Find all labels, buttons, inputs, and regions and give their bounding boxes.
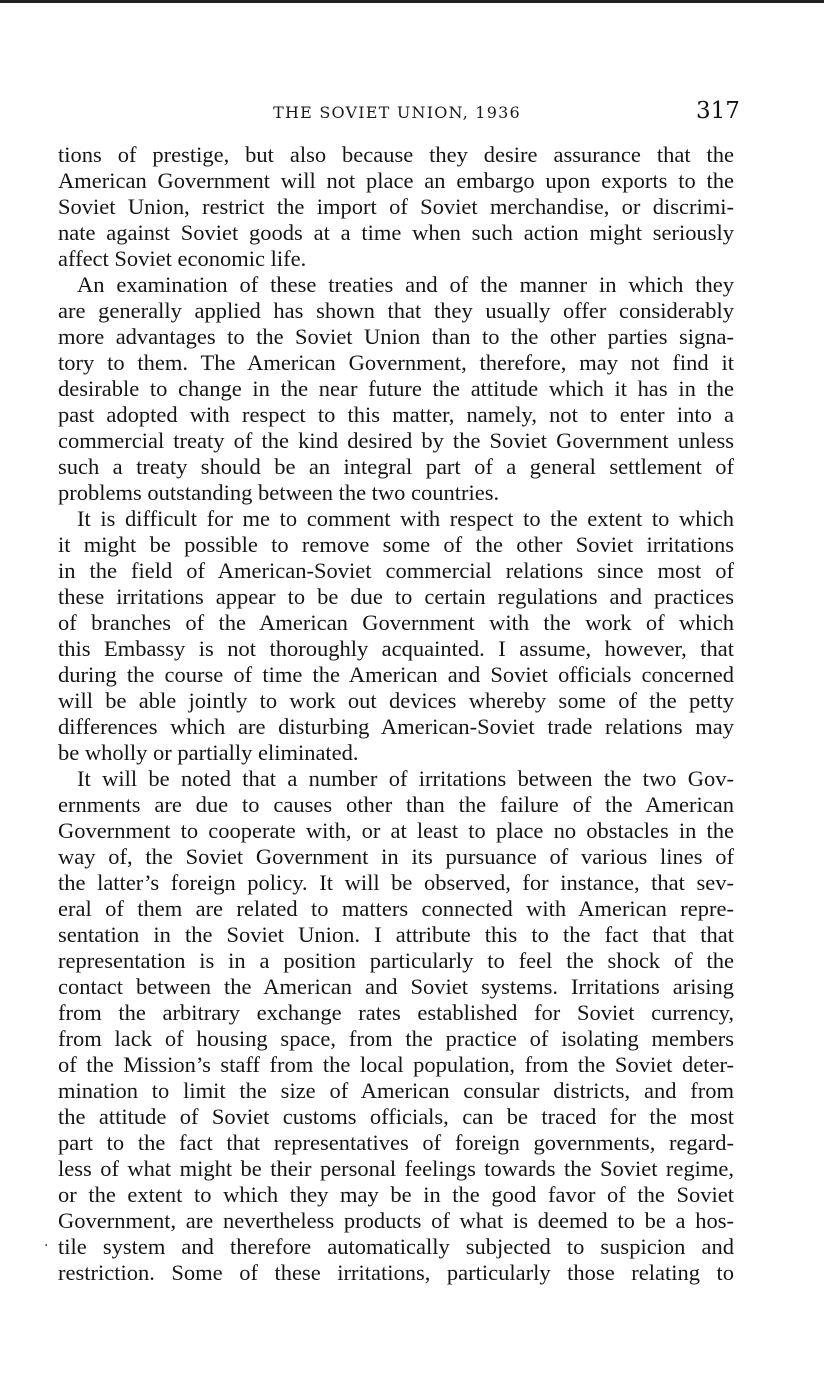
text-line: of branches of the American Government with the work of which bbox=[58, 610, 734, 635]
text-line: nate against Soviet goods at a time when such action might seriously bbox=[58, 220, 734, 245]
text-line: mination to limit the size of American consular districts, and from bbox=[58, 1078, 734, 1103]
text-line: Government, are nevertheless products of what is deemed to be a hos- bbox=[58, 1208, 734, 1233]
paragraph-4 bbox=[58, 766, 734, 1286]
text-line: this Embassy is not thoroughly acquainted. I assume, however, that bbox=[58, 636, 734, 661]
text-line: It is difficult for me to comment with respect to the extent to which bbox=[77, 506, 734, 531]
text-line: less of what might be their personal feelings towards the Soviet regime, bbox=[58, 1156, 734, 1181]
text-line: of the Mission’s staff from the local population, from the Soviet deter- bbox=[58, 1052, 734, 1077]
text-line: American Government will not place an embargo upon exports to the bbox=[58, 168, 734, 193]
top-border-rule bbox=[0, 0, 824, 3]
text-line: contact between the American and Soviet systems. Irritations arising bbox=[58, 974, 734, 999]
text-line: from lack of housing space, from the practice of isolating members bbox=[58, 1026, 734, 1051]
margin-dot: · bbox=[44, 1238, 49, 1254]
text-line: ernments are due to causes other than the failure of the American bbox=[58, 792, 734, 817]
text-line: are generally applied has shown that they usually offer considerably bbox=[58, 298, 734, 323]
text-line: tile system and therefore automatically subjected to suspicion and bbox=[58, 1234, 734, 1259]
text-line: tions of prestige, but also because they desire assurance that the bbox=[58, 142, 734, 167]
paragraph-2 bbox=[58, 272, 734, 506]
text-line: restriction. Some of these irritations, particularly those relating to bbox=[58, 1260, 734, 1285]
text-line: sentation in the Soviet Union. I attribute this to the fact that that bbox=[58, 922, 734, 947]
text-line: Government to cooperate with, or at least to place no obstacles in the bbox=[58, 818, 734, 843]
text-line: representation is in a position particularly to feel the shock of the bbox=[58, 948, 734, 973]
text-line: part to the fact that representatives of foreign governments, regard- bbox=[58, 1130, 734, 1155]
text-line: from the arbitrary exchange rates established for Soviet currency, bbox=[58, 1000, 734, 1025]
text-line: such a treaty should be an integral part of a general settlement of bbox=[58, 454, 734, 479]
text-line: It will be noted that a number of irritations between the two Gov- bbox=[77, 766, 734, 791]
running-head bbox=[58, 100, 736, 130]
text-line: the attitude of Soviet customs officials, can be traced for the most bbox=[58, 1104, 734, 1129]
text-line: tory to them. The American Government, therefore, may not find it bbox=[58, 350, 734, 375]
text-line: will be able jointly to work out devices whereby some of the petty bbox=[58, 688, 734, 713]
text-line: affect Soviet economic life. bbox=[58, 246, 307, 271]
paragraph-3 bbox=[58, 506, 734, 766]
text-line: desirable to change in the near future the attitude which it has in the bbox=[58, 376, 734, 401]
text-line: differences which are disturbing American-Soviet trade relations may bbox=[58, 714, 734, 739]
text-line: more advantages to the Soviet Union than to the other parties signa- bbox=[58, 324, 734, 349]
text-line: Soviet Union, restrict the import of Soviet merchandise, or discrimi- bbox=[58, 194, 734, 219]
text-line: in the field of American-Soviet commercial relations since most of bbox=[58, 558, 734, 583]
page-number: 317 bbox=[696, 98, 740, 124]
text-line: problems outstanding between the two countries. bbox=[58, 480, 500, 505]
text-line: the latter’s foreign policy. It will be observed, for instance, that sev- bbox=[58, 870, 734, 895]
text-line: these irritations appear to be due to certain regulations and practices bbox=[58, 584, 734, 609]
text-line: commercial treaty of the kind desired by the Soviet Government unless bbox=[58, 428, 734, 453]
body-text bbox=[58, 142, 734, 1286]
running-title: THE SOVIET UNION, 1936 bbox=[273, 103, 521, 122]
text-line: or the extent to which they may be in the good favor of the Soviet bbox=[58, 1182, 734, 1207]
text-line: it might be possible to remove some of the other Soviet irritations bbox=[58, 532, 734, 557]
text-line: way of, the Soviet Government in its pursuance of various lines of bbox=[58, 844, 734, 869]
text-line: past adopted with respect to this matter, namely, not to enter into a bbox=[58, 402, 734, 427]
text-line: An examination of these treaties and of the manner in which they bbox=[77, 272, 734, 297]
paragraph-1 bbox=[58, 142, 734, 272]
text-line: during the course of time the American and Soviet officials concerned bbox=[58, 662, 734, 687]
text-line: be wholly or partially eliminated. bbox=[58, 740, 359, 765]
text-line: eral of them are related to matters connected with American repre- bbox=[58, 896, 734, 921]
